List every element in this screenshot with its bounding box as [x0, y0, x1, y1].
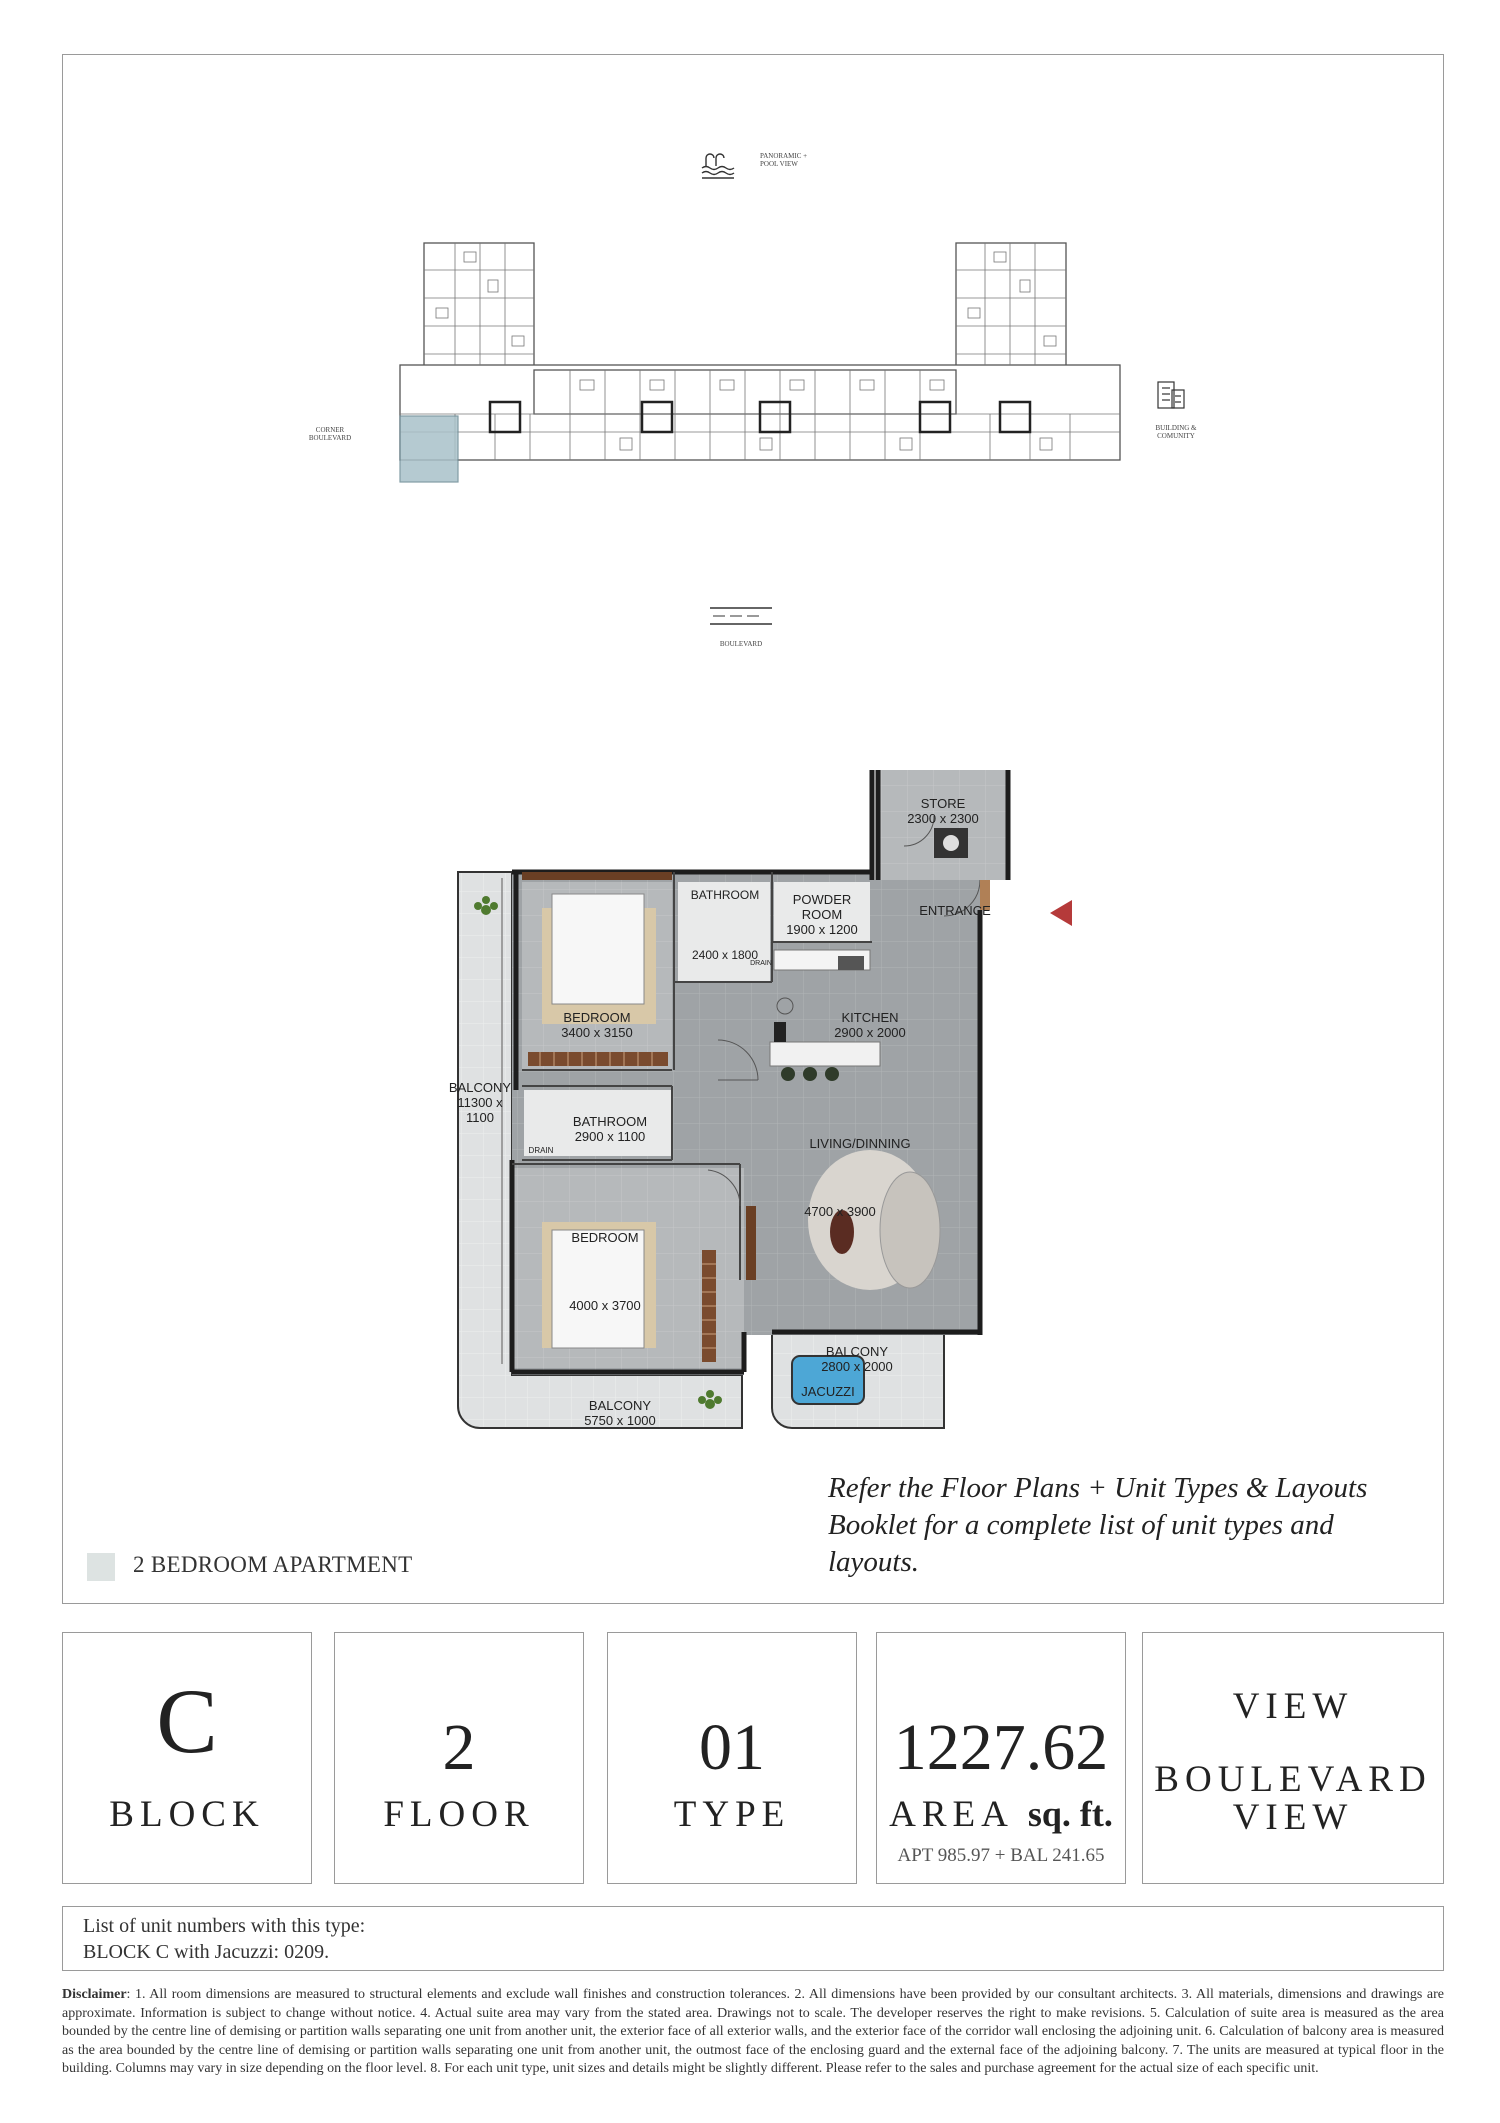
area-label-row [877, 1793, 1125, 1836]
key-plan-top-label: PANORAMIC + POOL VIEW [760, 152, 808, 168]
key-plan-drawing [380, 140, 1200, 660]
area-box [876, 1632, 1126, 1884]
sofa [880, 1172, 940, 1288]
unit-list-heading: List of unit numbers with this type: [83, 1915, 366, 1937]
disclaimer-text: : 1. All room dimensions are measured to structural elements and exclude wall finishes and construction tolerances. 2. All dimensions have been provided by our consultant architects. 3. All materials, dimensions and drawings are approximate. Information is subject to change without notice. 4. Actual suite area may vary from the stated area. Drawings not to scale. The developer reserves the right to make revisions. 5. Calculation of suite area is measured as the area bounded by the centre line of demising or partition walls separating one unit from another unit, the exterior face of all exterior walls, and the exterior face of the corridor wall enclosing the adjoining unit. 6. Calculation of balcony area is measured as the area bounded by the centre line of demising or partition walls separating one unit from another unit, the outmost face of the enclosing guard and the external face of the adjoining balcony. 7. The units are measured at typical floor in the building. Columns may vary in size depending on the floor level. 8. For each unit type, unit sizes and details might be slightly different. Please refer to the sales and purchase agreement for the actual size of each specific unit. [62, 1987, 1444, 2076]
type-label: TYPE [673, 1794, 791, 1835]
balcony-right-label: BALCONY 2800 x 2000 [821, 1344, 893, 1374]
bed-2 [552, 1230, 644, 1348]
unit-floor-plan [440, 760, 1100, 1440]
block-value: C [156, 1670, 218, 1772]
bedroom1-label: BEDROOM 3400 x 3150 [561, 1010, 633, 1040]
unit-list-box [62, 1906, 1444, 1971]
balcony-bottom-label: BALCONY 5750 x 1000 [584, 1398, 656, 1428]
building-icon [1158, 382, 1184, 408]
legend-label: 2 BEDROOM APARTMENT [133, 1552, 413, 1577]
living-label: LIVING/DINNING [809, 1136, 911, 1151]
entrance-arrow-icon [1050, 900, 1072, 926]
view-value: BOULEVARD VIEW [1154, 1759, 1432, 1838]
area-breakdown: APT 985.97 + BAL 241.65 [897, 1845, 1105, 1866]
store-label: STORE 2300 x 2300 [907, 796, 979, 826]
bedroom2-label: BEDROOM [571, 1230, 639, 1245]
entrance-label: ENTRANCE [919, 903, 991, 918]
key-plan [308, 140, 1200, 660]
drain2-label: DRAIN [528, 1146, 554, 1155]
block-box [62, 1632, 312, 1884]
powder-room-label: POWDER ROOM 1900 x 1200 [786, 892, 858, 937]
area-label: AREA [889, 1794, 1014, 1835]
jacuzzi-label: JACUZZI [801, 1384, 855, 1399]
view-box [1142, 1632, 1444, 1884]
type-value: 01 [699, 1711, 765, 1784]
floor-label: FLOOR [383, 1794, 535, 1835]
key-plan-right-label: BUILDING & COMUNITY [1155, 424, 1197, 440]
kitchen-island [770, 1042, 880, 1066]
bathroom2-label: BATHROOM 2900 x 1100 [572, 1114, 648, 1144]
key-plan-left-label: CORNER BOULEVARD [308, 426, 352, 442]
pool-icon [702, 154, 734, 178]
wardrobe-1 [528, 1052, 668, 1066]
area-value: 1227.62 [893, 1711, 1109, 1784]
key-plan-bottom-label: BOULEVARD [719, 640, 763, 648]
bed-1 [552, 894, 644, 1004]
drain1-label: DRAIN [750, 960, 772, 967]
bathroom1-size: 2400 x 1800 [691, 948, 759, 962]
floor-box [334, 1632, 584, 1884]
bedroom2-size: 4000 x 3700 [569, 1298, 641, 1313]
floor-value: 2 [442, 1711, 476, 1784]
highlighted-unit [400, 416, 458, 482]
kitchen-label: KITCHEN 2900 x 2000 [834, 1010, 906, 1040]
living-size: 4700 x 3900 [804, 1204, 876, 1219]
boulevard-road-icon [710, 608, 772, 624]
balcony-left-label: BALCONY 11300 x 1100 [448, 1080, 512, 1125]
disclaimer-heading: Disclaimer [62, 1987, 127, 2002]
view-label: VIEW [1232, 1686, 1354, 1727]
bathroom1-label: BATHROOM [690, 888, 760, 902]
disclaimer [62, 1986, 1444, 2079]
unit-list-units: BLOCK C with Jacuzzi: 0209. [83, 1941, 330, 1963]
booklet-note: Refer the Floor Plans + Unit Types & Layouts Booklet for a complete list of unit types and layouts. [828, 1472, 1368, 1578]
type-box [607, 1632, 857, 1884]
block-label: BLOCK [109, 1794, 265, 1835]
floor-plan-drawing [440, 760, 1100, 1440]
area-unit: sq. ft. [1027, 1794, 1113, 1834]
legend-swatch [87, 1553, 115, 1581]
